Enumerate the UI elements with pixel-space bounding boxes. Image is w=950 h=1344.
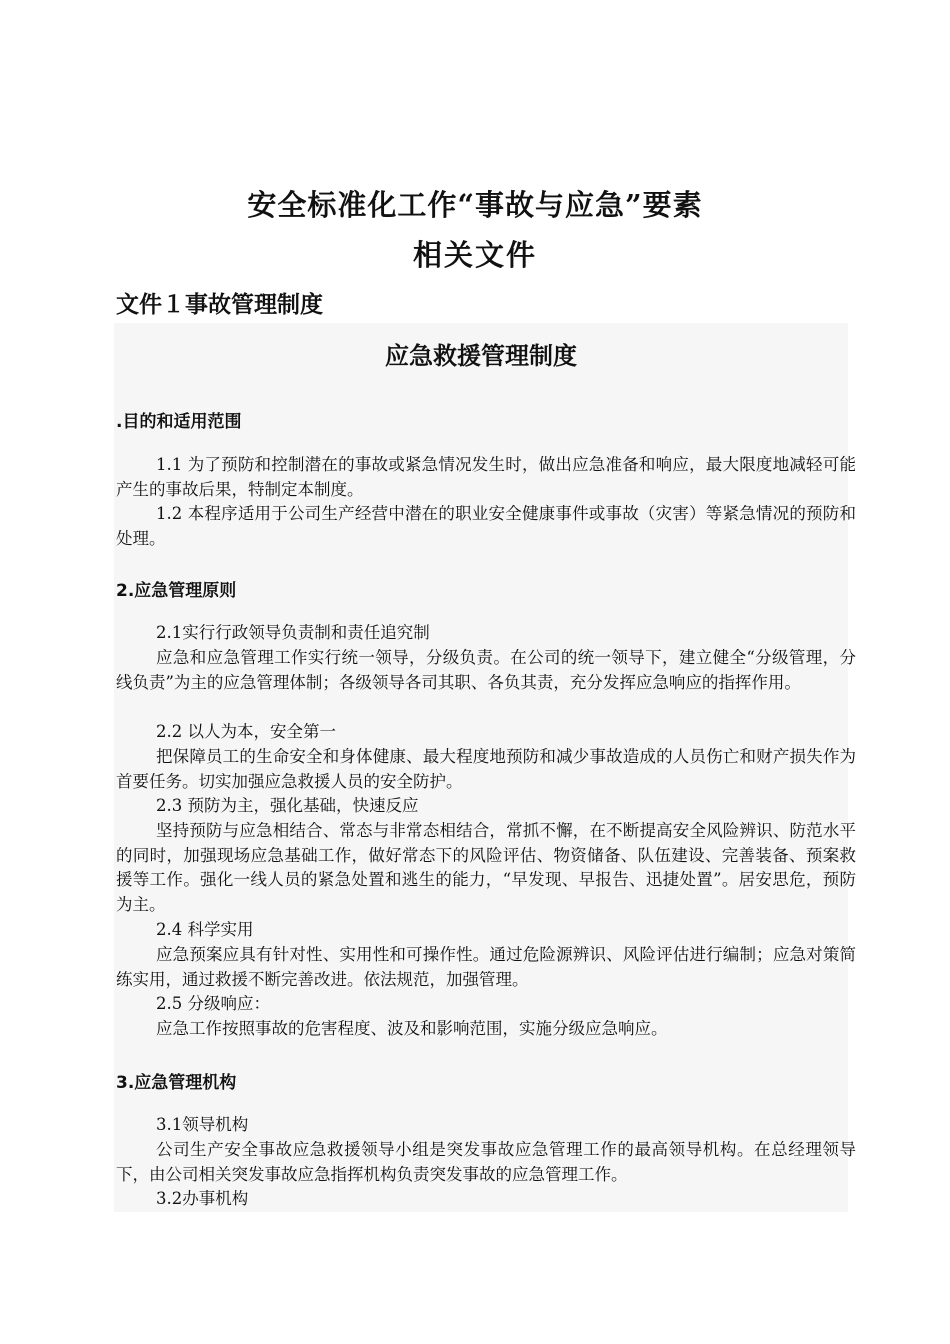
content-panel: [114, 323, 856, 1212]
paragraph-1-2: 1.2 本程序适用于公司生产经营中潜在的职业安全健康事件或事故（灾害）等紧急情况的预防和处理。: [116, 504, 856, 548]
paragraph-2-4: 应急预案应具有针对性、实用性和可操作性。通过危险源辨识、风险评估进行编制；应急对策简练实用，通过救援不断完善改进。依法规范，加强管理。: [116, 945, 856, 989]
panel-title: 应急救援管理制度: [385, 342, 577, 370]
subheading-2-5: 2.5 分级响应：: [156, 994, 270, 1013]
subheading-3-1: 3.1领导机构: [156, 1115, 249, 1134]
section-3-heading: 3.应急管理机构: [116, 1073, 237, 1093]
paragraph-2-3: 坚持预防与应急相结合、常态与非常态相结合，常抓不懈，在不断提高安全风险辨识、防范水平的同时，加强现场应急基础工作，做好常态下的风险评估、物资储备、队伍建设、完善装备、预案救援等工作。强化一线人员的紧急处置和逃生的能力，“早发现、早报告、迅捷处置”。居安思危，预防为主。: [116, 821, 856, 914]
subheading-2-1: 2.1实行行政领导负责制和责任追究制: [156, 623, 430, 642]
document-title: 安全标准化工作“事故与应急”要素: [247, 188, 703, 222]
document-subtitle: 相关文件: [412, 238, 537, 272]
paragraph-1-1: 1.1 为了预防和控制潜在的事故或紧急情况发生时，做出应急准备和响应，最大限度地减轻可能产生的事故后果，特制定本制度。: [116, 455, 856, 499]
subheading-2-2: 2.2 以人为本，安全第一: [156, 722, 336, 741]
paragraph-3-1: 公司生产安全事故应急救援领导小组是突发事故应急管理工作的最高领导机构。在总经理领导下，由公司相关突发事故应急指挥机构负责突发事故的应急管理工作。: [116, 1140, 856, 1184]
section-2-heading: 2.应急管理原则: [116, 581, 237, 601]
subheading-2-4: 2.4 科学实用: [156, 920, 254, 939]
subheading-3-2: 3.2办事机构: [156, 1189, 249, 1208]
paragraph-2-1: 应急和应急管理工作实行统一领导，分级负责。在公司的统一领导下，建立健全“分级管理，分线负责”为主的应急管理体制；各级领导各司其职、各负其责，充分发挥应急响应的指挥作用。: [116, 648, 856, 692]
file-heading: 文件１事故管理制度: [116, 291, 323, 318]
section-1-heading: .目的和适用范围: [116, 412, 242, 432]
paragraph-2-2: 把保障员工的生命安全和身体健康、最大程度地预防和减少事故造成的人员伤亡和财产损失作为首要任务。切实加强应急救援人员的安全防护。: [116, 747, 856, 791]
subheading-2-3: 2.3 预防为主，强化基础，快速反应: [156, 796, 419, 815]
paragraph-2-5: 应急工作按照事故的危害程度、波及和影响范围，实施分级应急响应。: [156, 1019, 668, 1038]
